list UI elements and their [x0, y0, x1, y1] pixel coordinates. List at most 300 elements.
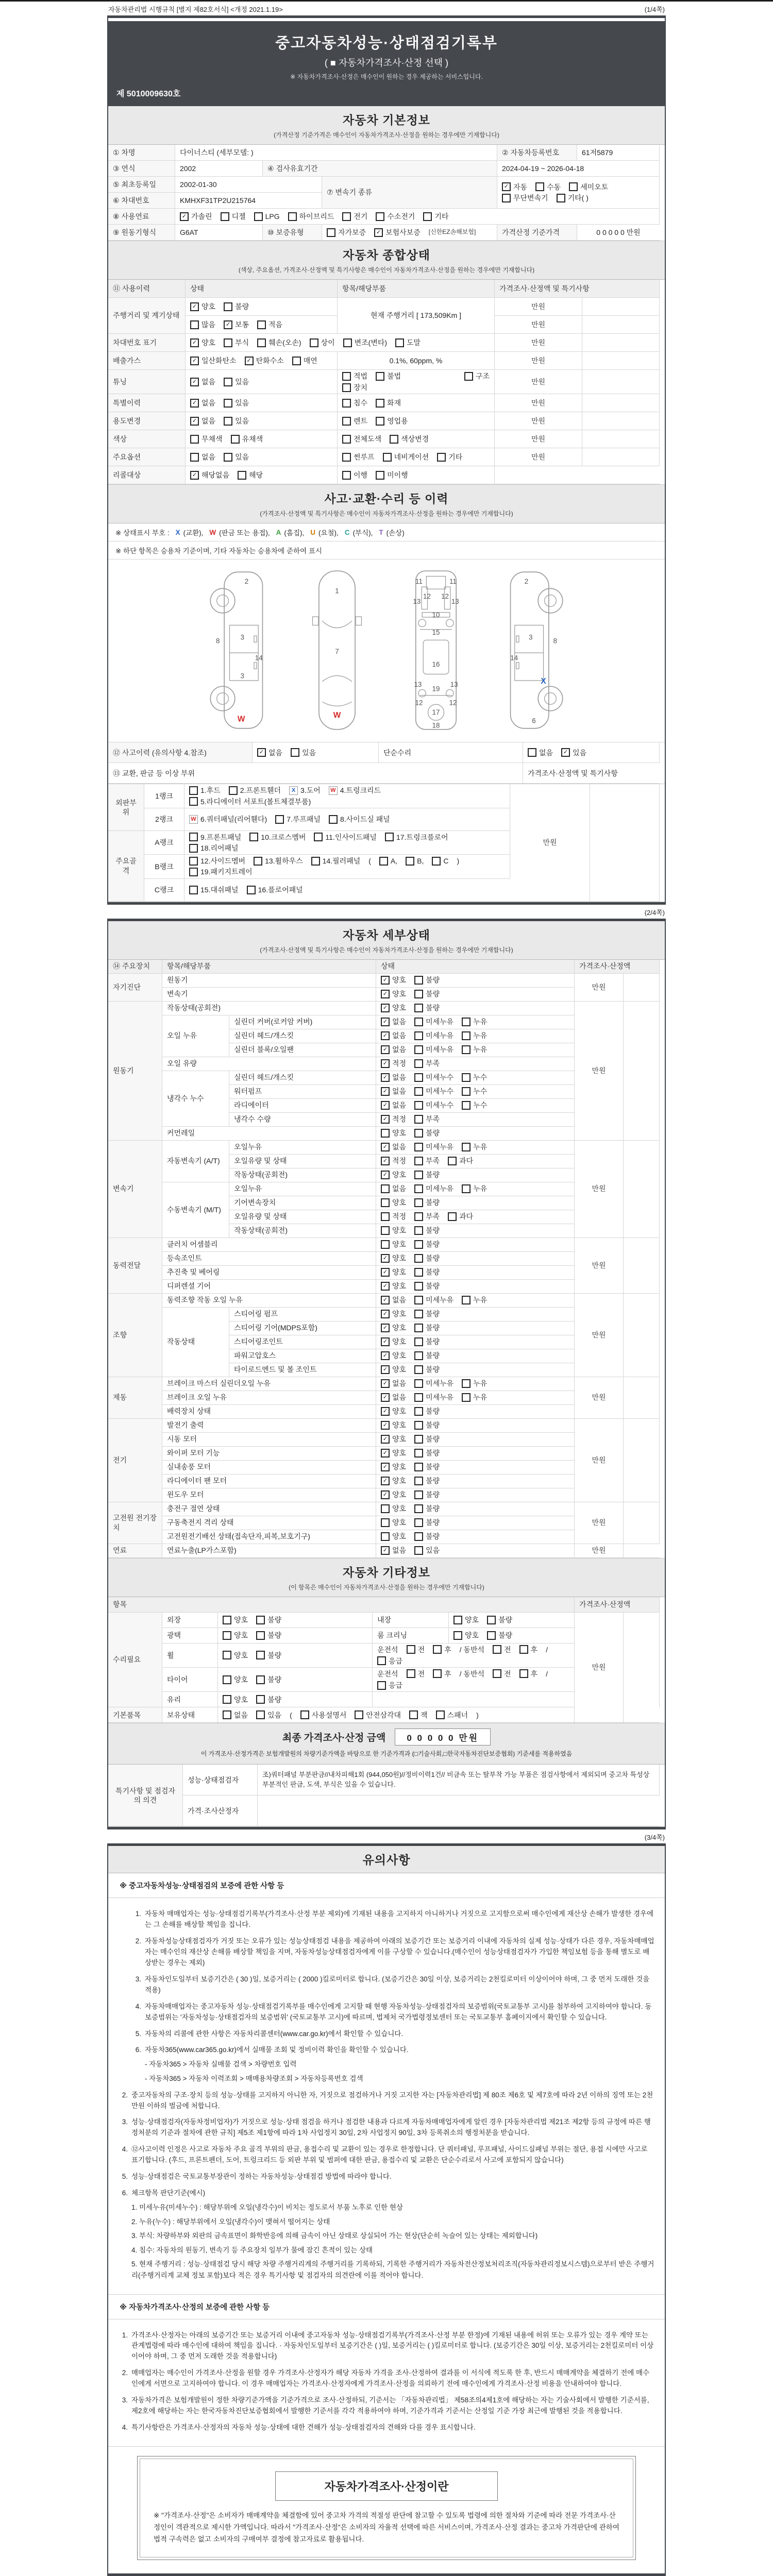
- checkbox-탄화수소[interactable]: [245, 356, 284, 365]
- checkbox-icon: [414, 1282, 423, 1291]
- checkbox-자동[interactable]: [502, 182, 527, 192]
- checkbox-icon: [223, 1710, 231, 1719]
- checkbox-5.라디에이터 서포트(볼트체결부품)[interactable]: [189, 797, 311, 806]
- checkbox-사용설명서[interactable]: [300, 1710, 347, 1720]
- checkbox-부족[interactable]: [414, 1212, 440, 1221]
- checkbox-불량[interactable]: [414, 1226, 440, 1235]
- checkbox-group: [376, 1210, 575, 1224]
- checkbox-적음[interactable]: [257, 320, 282, 329]
- checkbox-불량[interactable]: [414, 1267, 440, 1277]
- notice-number: 3.: [135, 1975, 141, 1983]
- option-label: 미세누유: [426, 1393, 454, 1402]
- checkbox-부식[interactable]: [224, 338, 249, 347]
- option-label: 6.쿼터패널(리어휀다): [200, 815, 267, 824]
- checkbox-안전삼각대[interactable]: [355, 1710, 401, 1720]
- checkbox-많음[interactable]: [190, 320, 215, 329]
- checkbox-해당없음[interactable]: [190, 470, 229, 480]
- checkbox-icon: [414, 1393, 423, 1402]
- checkbox-14.필러패널[interactable]: [311, 856, 361, 866]
- checkbox-10.크로스멤버[interactable]: [249, 833, 306, 842]
- checkbox-침수[interactable]: [342, 398, 367, 408]
- checkbox-불법[interactable]: [376, 371, 401, 381]
- option-label: 양호: [392, 1337, 407, 1346]
- option-label: 미세누유: [426, 1045, 454, 1054]
- checkbox-불량[interactable]: [256, 1615, 281, 1624]
- option-label: 불량: [426, 1282, 440, 1291]
- option-label: 양호: [392, 1129, 407, 1138]
- checkbox-누유[interactable]: [462, 1031, 487, 1040]
- section-accident-title: 사고·교환·수리 등 이력: [324, 492, 449, 506]
- checkbox-도말[interactable]: [395, 338, 421, 347]
- checkbox-양호[interactable]: [381, 1406, 406, 1416]
- checkbox-양호[interactable]: [381, 1448, 406, 1458]
- checkbox-불량[interactable]: [414, 1281, 440, 1291]
- option-label: C: [443, 857, 449, 866]
- checkbox-없음[interactable]: [528, 748, 553, 757]
- checkbox-4.트렁크리드[interactable]: [329, 786, 381, 795]
- checkbox-불량[interactable]: [414, 1323, 440, 1332]
- checkbox-불량[interactable]: [414, 1365, 440, 1374]
- option-label: 장치: [354, 383, 368, 392]
- checkbox-미이행[interactable]: [376, 470, 408, 480]
- checkbox-양호[interactable]: [381, 1170, 406, 1179]
- checkbox-불량[interactable]: [414, 1504, 440, 1513]
- checkbox-16.플로어패널[interactable]: [247, 885, 303, 894]
- checkbox-불량[interactable]: [414, 1240, 440, 1249]
- checkbox-양호[interactable]: [381, 1504, 406, 1513]
- damage-mark-W: W: [237, 715, 245, 724]
- option-label: 변조(변타): [354, 338, 388, 347]
- checkbox-장치[interactable]: [342, 383, 367, 392]
- checkbox-1.후드[interactable]: [189, 786, 221, 795]
- checkbox-양호[interactable]: [190, 338, 215, 347]
- option-label: 미세누유: [426, 1031, 454, 1040]
- checkbox-잭[interactable]: [409, 1710, 428, 1720]
- option-label: 불량: [426, 1449, 440, 1458]
- checkbox-누유[interactable]: [462, 1393, 487, 1402]
- row-label: 조향: [108, 1294, 162, 1377]
- checkbox-미세누수[interactable]: [414, 1073, 453, 1082]
- column-header: 상태: [186, 280, 338, 298]
- checkbox-과다[interactable]: [448, 1212, 473, 1221]
- checkbox-전체도색[interactable]: [342, 434, 381, 444]
- checkbox-icon: [223, 1616, 231, 1624]
- checkbox-양호[interactable]: [381, 1518, 406, 1527]
- checkbox-icon: [462, 1087, 470, 1096]
- checkbox-없음[interactable]: [381, 1295, 406, 1304]
- checkbox-7.루프패널[interactable]: [275, 815, 321, 824]
- option-label: 없음: [392, 1184, 407, 1193]
- checkbox-불량[interactable]: [414, 1448, 440, 1458]
- checkbox-해당[interactable]: [238, 470, 263, 480]
- checkbox-양호[interactable]: [381, 1240, 406, 1249]
- checkbox-불량[interactable]: [414, 1170, 440, 1179]
- checkbox-있음[interactable]: [224, 416, 249, 426]
- checkbox-없음[interactable]: [223, 1710, 248, 1720]
- checkbox-적정[interactable]: [381, 1212, 406, 1221]
- checkbox-있음[interactable]: [561, 748, 586, 757]
- option-label: 없음: [392, 1546, 407, 1555]
- checkbox-누유[interactable]: [462, 1017, 487, 1026]
- checkbox-불량[interactable]: [414, 1532, 440, 1541]
- checkbox-양호[interactable]: [453, 1615, 479, 1624]
- value-cell: 발전기 출력: [162, 1419, 376, 1433]
- checkbox-기타[interactable]: [423, 212, 448, 221]
- option-label: 양호: [392, 1504, 407, 1513]
- checkbox-미세누유[interactable]: [414, 1379, 453, 1388]
- option-label: 2.프론트휀더: [240, 786, 281, 795]
- checkbox-누유[interactable]: [462, 1142, 487, 1151]
- notice-item: [117, 2330, 656, 2363]
- checkbox-icon: [414, 1365, 423, 1374]
- checkbox-썬루프[interactable]: [342, 452, 375, 462]
- checkbox-적정[interactable]: [381, 1059, 406, 1068]
- checkbox-양호[interactable]: [381, 975, 406, 985]
- explanation-box-text: ※ "가격조사·산정"은 소비자가 매매계약을 체결함에 있어 중고차 가격의 적절성 판단에 참고할 수 있도록 법령에 의한 절차와 기준에 따라 전문 가격조사·산정인이 객관적으로 제시한 가액입니다. 따라서 "가격조사·산정"은 소비자의 자율적 선택에 따른 서비스이며, 가격조사·산정 결과는 중고차 가격판단에 관하여 법적 구속력은 없고 소비자의 구매여부 결정에 참고자료로 활용됩니다.: [154, 2511, 619, 2543]
- checkbox-가솔린[interactable]: [180, 212, 212, 221]
- empty-cell: [624, 1238, 660, 1294]
- option-label: 양호: [392, 1282, 407, 1291]
- checkbox-없음[interactable]: [190, 452, 215, 462]
- option-label: 무단변속기: [513, 194, 548, 202]
- checkbox-불량[interactable]: [414, 1003, 440, 1012]
- option-label: 양호: [392, 1198, 407, 1207]
- checkbox-icon: [462, 1073, 470, 1082]
- checkbox-훼손(오손)[interactable]: [257, 338, 301, 347]
- checkbox-양호[interactable]: [223, 1695, 248, 1704]
- panel-number-11: 11: [449, 578, 457, 586]
- checkbox-유채색[interactable]: [231, 434, 263, 444]
- inline-text: /: [546, 1645, 548, 1654]
- checkbox-양호[interactable]: [381, 1226, 406, 1235]
- checkbox-불량[interactable]: [256, 1651, 281, 1660]
- checkbox-18.리어패널[interactable]: [189, 843, 239, 853]
- checkbox-누수[interactable]: [462, 1073, 487, 1082]
- checkbox-후[interactable]: [433, 1669, 451, 1679]
- checkbox-미세누수[interactable]: [414, 1100, 453, 1110]
- checkbox-이행[interactable]: [342, 470, 367, 480]
- checkbox-미세누유[interactable]: [414, 1184, 453, 1193]
- option-label: 불량: [426, 1240, 440, 1249]
- checkbox-양호[interactable]: [223, 1651, 248, 1660]
- checkbox-후[interactable]: [519, 1669, 538, 1679]
- checkbox-있음[interactable]: [256, 1710, 281, 1720]
- checkbox-icon: [464, 372, 473, 381]
- checkbox-누유[interactable]: [462, 1184, 487, 1193]
- checkbox-불량[interactable]: [414, 989, 440, 998]
- checkbox-19.패키지트레이[interactable]: [189, 867, 253, 876]
- checkbox-있음[interactable]: [291, 748, 316, 757]
- checkbox-보험사보증[interactable]: [374, 228, 421, 237]
- checkbox-화재[interactable]: [376, 398, 401, 408]
- checkbox-부족[interactable]: [414, 1059, 440, 1068]
- checkbox-불량[interactable]: [414, 1198, 440, 1207]
- checkbox-icon: [381, 1198, 390, 1207]
- checkbox-미세누유[interactable]: [414, 1295, 453, 1304]
- checkbox-미세누유[interactable]: [414, 1142, 453, 1151]
- legend-desc: (흠집),: [284, 529, 305, 537]
- checkbox-없음[interactable]: [190, 416, 215, 426]
- checkbox-없음[interactable]: [381, 1379, 406, 1388]
- option-label: 불량: [426, 1226, 440, 1235]
- checkbox-checked-icon: ✓: [190, 399, 199, 408]
- checkbox-구조[interactable]: [464, 371, 490, 381]
- checkbox-불량[interactable]: [414, 1406, 440, 1416]
- checkbox-누수[interactable]: [462, 1100, 487, 1110]
- value-cell: 2002-01-30: [175, 177, 322, 193]
- checkbox-없음[interactable]: [381, 1087, 406, 1096]
- section-accident-header: [108, 485, 665, 523]
- inline-text: /: [546, 1669, 548, 1678]
- checkbox-수동[interactable]: [535, 182, 561, 192]
- checkbox-양호[interactable]: [381, 1476, 406, 1485]
- checkbox-불량[interactable]: [414, 1337, 440, 1346]
- checkbox-없음[interactable]: [381, 1393, 406, 1402]
- checkbox-있음[interactable]: [414, 1546, 440, 1555]
- section-etc-sub: (이 항목은 매수인이 자동차가격조사·산정을 원하는 경우에만 기재합니다): [289, 1583, 484, 1591]
- checkbox-없음[interactable]: [190, 377, 215, 386]
- checkbox-17.트렁크플로어[interactable]: [385, 833, 448, 842]
- checkbox-불량[interactable]: [414, 1309, 440, 1318]
- checkbox-양호[interactable]: [223, 1615, 248, 1624]
- checkbox-미세누유[interactable]: [414, 1393, 453, 1402]
- checkbox-전[interactable]: [407, 1645, 425, 1654]
- row-label: ⑥ 차대번호: [108, 193, 175, 209]
- checkbox-양호[interactable]: [381, 1420, 406, 1430]
- checkbox-LPG[interactable]: [254, 212, 280, 221]
- notice-text: 가격조사·산정자는 아래의 보증기간 또는 보증거리 이내에 중고자동차 성능·상태점검기록부(가격조사·산정 부분 한정)에 기재된 내용에 허위 또는 오류가 있는 경우 계약 또는 관계법령에 따라 매수인에 대하여 책임을 집니다. · 자동차인도일부터 보증기간은 ( )일, 보증거리는 ( )킬로미터로 합니다. (보증기간은 30일 이상, 보증거리는 2천킬로미터 이상이어야 하며, 그 중 먼저 도래한 것을 적용합니다): [131, 2331, 654, 2361]
- notice-number: 4.: [122, 2423, 128, 2431]
- checkbox-불량[interactable]: [487, 1631, 512, 1640]
- price-cell: 만원: [510, 784, 590, 901]
- checkbox-무단변속기[interactable]: [502, 193, 548, 202]
- checkbox-없음[interactable]: [381, 1045, 406, 1054]
- checkbox-양호[interactable]: [381, 1003, 406, 1012]
- checkbox-불량[interactable]: [414, 1420, 440, 1430]
- checkbox-전[interactable]: [407, 1669, 425, 1679]
- option-label: 누수: [473, 1101, 488, 1110]
- checkbox-불량[interactable]: [224, 302, 249, 311]
- checkbox-양호[interactable]: [381, 1434, 406, 1444]
- checkbox-있음[interactable]: [224, 398, 249, 408]
- panel-number-12: 12: [441, 592, 449, 601]
- checkbox-양호[interactable]: [381, 1309, 406, 1318]
- price-cell: 만원: [575, 1377, 624, 1419]
- checkbox-부족[interactable]: [414, 1114, 440, 1124]
- option-label: 11.인사이드패널: [325, 833, 377, 841]
- panel-number-18: 18: [432, 722, 440, 730]
- checkbox-불량[interactable]: [256, 1675, 281, 1684]
- checkbox-8.사이드실 패널[interactable]: [329, 815, 390, 824]
- checkbox-6.쿼터패널(리어휀다)[interactable]: [189, 815, 267, 824]
- checkbox-후[interactable]: [519, 1645, 538, 1654]
- checkbox-미세누유[interactable]: [414, 1031, 453, 1040]
- checkbox-group: [376, 1461, 575, 1475]
- checkbox-불량[interactable]: [487, 1615, 512, 1624]
- checkbox-B,[interactable]: [406, 856, 424, 866]
- checkbox-응급[interactable]: [377, 1681, 402, 1690]
- checkbox-무채색[interactable]: [190, 434, 223, 444]
- checkbox-하이브리드[interactable]: [288, 212, 334, 221]
- checkbox-양호[interactable]: [381, 1267, 406, 1277]
- option-label: 불량: [426, 1129, 440, 1138]
- checkbox-불량[interactable]: [256, 1695, 281, 1704]
- checkbox-icon: [414, 1143, 423, 1151]
- option-label: 자동: [513, 182, 528, 191]
- checkbox-양호[interactable]: [381, 1490, 406, 1499]
- option-label: 양호: [392, 1365, 407, 1374]
- checkbox-group: [186, 412, 338, 430]
- option-label: 미세누유: [426, 1143, 454, 1151]
- checkbox-양호[interactable]: [381, 1198, 406, 1207]
- checkbox-적법[interactable]: [342, 371, 367, 381]
- checkbox-양호[interactable]: [223, 1675, 248, 1684]
- checkbox-미세누유[interactable]: [414, 1045, 453, 1054]
- checkbox-없음[interactable]: [257, 748, 282, 757]
- option-label: 전: [504, 1669, 511, 1678]
- checkbox-상이[interactable]: [310, 338, 335, 347]
- checkbox-영업용[interactable]: [376, 416, 408, 426]
- option-label: 침수: [354, 399, 368, 408]
- checkbox-group: [184, 879, 510, 902]
- checkbox-변조(변타)[interactable]: [343, 338, 387, 347]
- checkbox-전[interactable]: [493, 1645, 511, 1654]
- checkbox-없음[interactable]: [381, 1184, 406, 1193]
- option-label: 양호: [392, 1463, 407, 1471]
- checkbox-12.사이드멤버[interactable]: [189, 856, 245, 866]
- checkbox-group: [184, 831, 510, 855]
- checkbox-렌트[interactable]: [342, 416, 367, 426]
- checkbox-icon: [557, 194, 565, 202]
- checkbox-양호[interactable]: [190, 302, 215, 311]
- value-cell: 가격·조사산정자: [183, 1795, 258, 1826]
- checkbox-icon: [223, 1695, 231, 1704]
- checkbox-불량[interactable]: [414, 1253, 440, 1263]
- checkbox-C[interactable]: [432, 856, 448, 866]
- checkbox-3.도어[interactable]: [289, 786, 321, 795]
- checkbox-9.프론트패널[interactable]: [189, 833, 241, 842]
- checkbox-후[interactable]: [433, 1645, 451, 1654]
- checkbox-양호[interactable]: [381, 1462, 406, 1471]
- car-left-side-view: [204, 568, 272, 733]
- checkbox-icon: [406, 857, 414, 866]
- value-cell: G6AT: [175, 225, 263, 241]
- checkbox-스패너[interactable]: [436, 1710, 468, 1720]
- checkbox-일산화탄소[interactable]: [190, 356, 237, 365]
- row-label: 가격산정 기준가격: [497, 225, 577, 241]
- checkbox-없음[interactable]: [381, 1031, 406, 1040]
- value-cell: 2002: [175, 161, 263, 177]
- checkbox-icon: [519, 1669, 528, 1678]
- checkbox-불량[interactable]: [256, 1631, 281, 1640]
- checkbox-11.인사이드패널[interactable]: [314, 833, 377, 842]
- checkbox-group: [376, 1168, 575, 1182]
- checkbox-적정[interactable]: [381, 1114, 406, 1124]
- checkbox-A,[interactable]: [379, 856, 397, 866]
- checkbox-전기[interactable]: [342, 212, 367, 221]
- row-label: 주요골격: [108, 831, 144, 902]
- checkbox-기타( )[interactable]: [557, 193, 589, 202]
- checkbox-icon: [377, 1656, 386, 1665]
- checkbox-수소전기[interactable]: [376, 212, 415, 221]
- checkbox-있음[interactable]: [224, 377, 249, 386]
- value-cell: 가격조사·산정액 및 특기사항: [523, 763, 660, 784]
- checkbox-불량[interactable]: [414, 1490, 440, 1499]
- checkbox-양호[interactable]: [381, 1337, 406, 1346]
- checkbox-색상변경[interactable]: [390, 434, 429, 444]
- checkbox-양호[interactable]: [381, 989, 406, 998]
- checkbox-네비게이션[interactable]: [383, 452, 429, 462]
- value-cell: 현재 주행거리 [ 173,509Km ]: [338, 298, 495, 334]
- checkbox-양호[interactable]: [381, 1253, 406, 1263]
- checkbox-보통[interactable]: [224, 320, 249, 329]
- checkbox-양호[interactable]: [381, 1351, 406, 1360]
- checkbox-불량[interactable]: [414, 1518, 440, 1527]
- checkbox-불량[interactable]: [414, 1476, 440, 1485]
- checkbox-양호[interactable]: [453, 1631, 479, 1640]
- checkbox-불량[interactable]: [414, 1351, 440, 1360]
- checkbox-icon: [190, 320, 199, 329]
- checkbox-checked-icon: ✓: [381, 990, 390, 998]
- option-label: 불량: [426, 1435, 440, 1444]
- checkbox-누수[interactable]: [462, 1087, 487, 1096]
- checkbox-있음[interactable]: [224, 452, 249, 462]
- checkbox-없음[interactable]: [381, 1100, 406, 1110]
- checkbox-양호[interactable]: [381, 1128, 406, 1138]
- checkbox-적정[interactable]: [381, 1156, 406, 1165]
- checkbox-불량[interactable]: [414, 1128, 440, 1138]
- checkbox-없음[interactable]: [381, 1546, 406, 1555]
- checkbox-세미오토[interactable]: [569, 182, 608, 192]
- value-cell: 유리: [162, 1692, 218, 1707]
- checkbox-없음[interactable]: [381, 1017, 406, 1026]
- checkbox-누유[interactable]: [462, 1045, 487, 1054]
- checkbox-불량[interactable]: [414, 1434, 440, 1444]
- checkbox-양호[interactable]: [381, 1323, 406, 1332]
- checkbox-없음[interactable]: [381, 1073, 406, 1082]
- checkbox-불량[interactable]: [414, 1462, 440, 1471]
- checkbox-group: [376, 1099, 575, 1113]
- checkbox-없음[interactable]: [190, 398, 215, 408]
- checkbox-누유[interactable]: [462, 1379, 487, 1388]
- checkbox-양호[interactable]: [381, 1365, 406, 1374]
- checkbox-전[interactable]: [493, 1669, 511, 1679]
- checkbox-미세누수[interactable]: [414, 1087, 453, 1096]
- checkbox-기타[interactable]: [437, 452, 462, 462]
- checkbox-없음[interactable]: [381, 1142, 406, 1151]
- value-cell: 구동축전지 격리 상태: [162, 1516, 376, 1530]
- checkbox-누유[interactable]: [462, 1295, 487, 1304]
- notice-number: 6.: [122, 2189, 128, 2197]
- option-label: 15.대쉬패널: [200, 885, 239, 894]
- checkbox-디젤[interactable]: [221, 212, 246, 221]
- checkbox-불량[interactable]: [414, 975, 440, 985]
- checkbox-자가보증[interactable]: [327, 228, 366, 237]
- checkbox-과다[interactable]: [448, 1156, 473, 1165]
- page-marker-3: (3/4쪽): [644, 1834, 665, 1842]
- checkbox-매연[interactable]: [292, 356, 317, 365]
- checkbox-2.프론트휀더[interactable]: [229, 786, 281, 795]
- price-cell: 만원: [575, 1544, 624, 1558]
- checkbox-미세누유[interactable]: [414, 1017, 453, 1026]
- checkbox-응급[interactable]: [377, 1656, 402, 1666]
- checkbox-양호[interactable]: [381, 1281, 406, 1291]
- checkbox-13.휠하우스[interactable]: [254, 856, 303, 866]
- checkbox-15.대쉬패널[interactable]: [189, 885, 239, 894]
- checkbox-양호[interactable]: [381, 1532, 406, 1541]
- checkbox-양호[interactable]: [223, 1631, 248, 1640]
- checkbox-부족[interactable]: [414, 1156, 440, 1165]
